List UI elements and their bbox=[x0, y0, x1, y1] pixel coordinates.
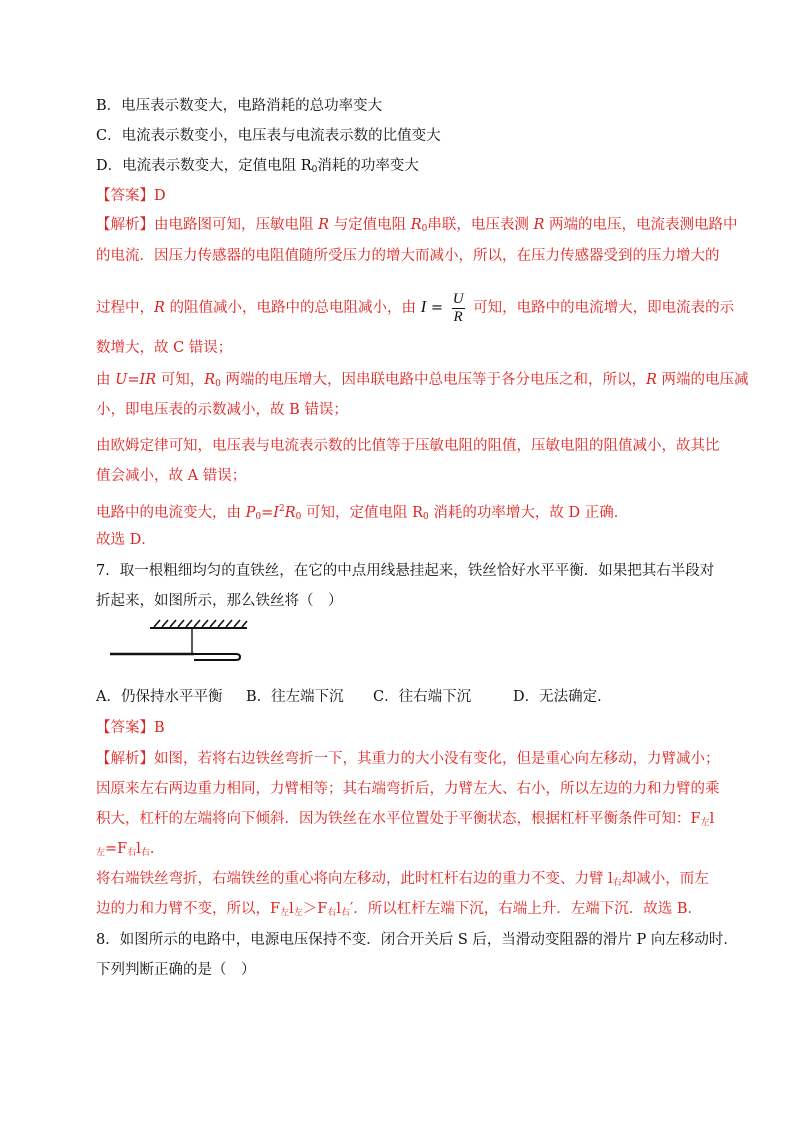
analysis-7-line-6: 边的力和力臂不变，所以，$F_左l_左>F_右l_右'$．所以杠杆左端下沉，右端上升．左端下沉．故选 B． bbox=[96, 901, 703, 918]
analysis-7-line-4: $_左=F_右l_右$． bbox=[96, 841, 165, 858]
analysis-7-line-1: 【解析】如图，若将右边铁丝弯折一下，其重力的大小没有变化，但是重心向左移动，力臂减小； bbox=[96, 751, 720, 767]
analysis-7-line-3: 积大，杠杆的左端将向下倾斜．因为铁丝在水平位置处于平衡状态，根据杠杆平衡条件可知：$F_左l$ bbox=[96, 811, 715, 828]
question-8-line-2: 下列判断正确的是（ ） bbox=[96, 962, 256, 978]
analysis-7-line-5: 将右端铁丝弯折，右端铁丝的重心将向左移动，此时杠杆右边的重力不变、力臂 $l_右$却减小，而左 bbox=[96, 871, 709, 888]
analysis-6-line-7: 由欧姆定律可知，电压表与电流表示数的比值等于压敏电阻的阻值，压敏电阻的阻值减小，故其比 bbox=[96, 438, 720, 454]
option-a: A．仍保持水平平衡 bbox=[96, 689, 223, 705]
folded-right-half bbox=[194, 654, 240, 660]
option-c-prev: C．电流表示数变小，电压表与电流表示数的比值变大 bbox=[96, 128, 441, 144]
question-7-line-2: 折起来，如图所示，那么铁丝将（ ） bbox=[96, 593, 343, 609]
analysis-6-line-5: 由 U=IR 可知，$R_0$ 两端的电压增大，因串联电路中总电压等于各分电压之和，所以，R 两端的电压减 bbox=[96, 372, 749, 389]
bent-wire-figure bbox=[110, 618, 250, 664]
analysis-6-line-6: 小，即电压表的示数减小，故 B 错误； bbox=[96, 402, 348, 418]
analysis-6-line-4: 数增大，故 C 错误； bbox=[96, 340, 233, 356]
option-d-prev: D．电流表示数变大，定值电阻 $R_0$消耗的功率变大 bbox=[96, 158, 419, 175]
analysis-6-line-8: 值会减小，故 A 错误； bbox=[96, 468, 247, 484]
analysis-6-line-2: 的电流．因压力传感器的电阻值随所受压力的增大而减小，所以，在压力传感器受到的压力增大的 bbox=[96, 248, 720, 264]
option-b-prev: B．电压表示数变大，电路消耗的总功率变大 bbox=[96, 98, 383, 114]
ohms-law-fraction: $\frac{U}{R}$ bbox=[452, 290, 464, 325]
answer-7: 【答案】B bbox=[96, 720, 165, 736]
analysis-6-line-10: 故选 D． bbox=[96, 532, 156, 548]
option-c: C．往右端下沉 bbox=[373, 689, 472, 705]
analysis-6-line-1: 【解析】由电路图可知，压敏电阻 R 与定值电阻 $R_0$串联，电压表测 R 两端的电压，电流表测电路中 bbox=[96, 217, 738, 234]
answer-6: 【答案】D bbox=[96, 188, 166, 204]
option-d: D．无法确定． bbox=[513, 689, 612, 705]
ceiling-hatching bbox=[154, 620, 247, 627]
option-b: B．往左端下沉 bbox=[246, 689, 344, 705]
question-7-line-1: 7．取一根粗细均匀的直铁丝，在它的中点用线悬挂起来，铁丝恰好水平平衡．如果把其右半段对 bbox=[96, 563, 715, 579]
analysis-6-line-3: 过程中，R 的阻值减小，电路中的总电阻减小，由 I = $\frac{U}{R}$ 可知，电路中的电流增大，即电流表的示 bbox=[96, 290, 735, 325]
analysis-7-line-2: 因原来左右两边重力相同，力臂相等；其右端弯折后，力臂左大、右小，所以左边的力和力臂的乘 bbox=[96, 781, 720, 797]
question-8-line-1: 8．如图所示的电路中，电源电压保持不变．闭合开关后 S 后，当滑动变阻器的滑片 P 向左移动时． bbox=[96, 932, 738, 948]
analysis-6-line-9: 电路中的电流变大，由 $P_0=I^2R_0$ 可知，定值电阻 $R_0$ 消耗的功率增大，故 D 正确． bbox=[96, 504, 629, 522]
